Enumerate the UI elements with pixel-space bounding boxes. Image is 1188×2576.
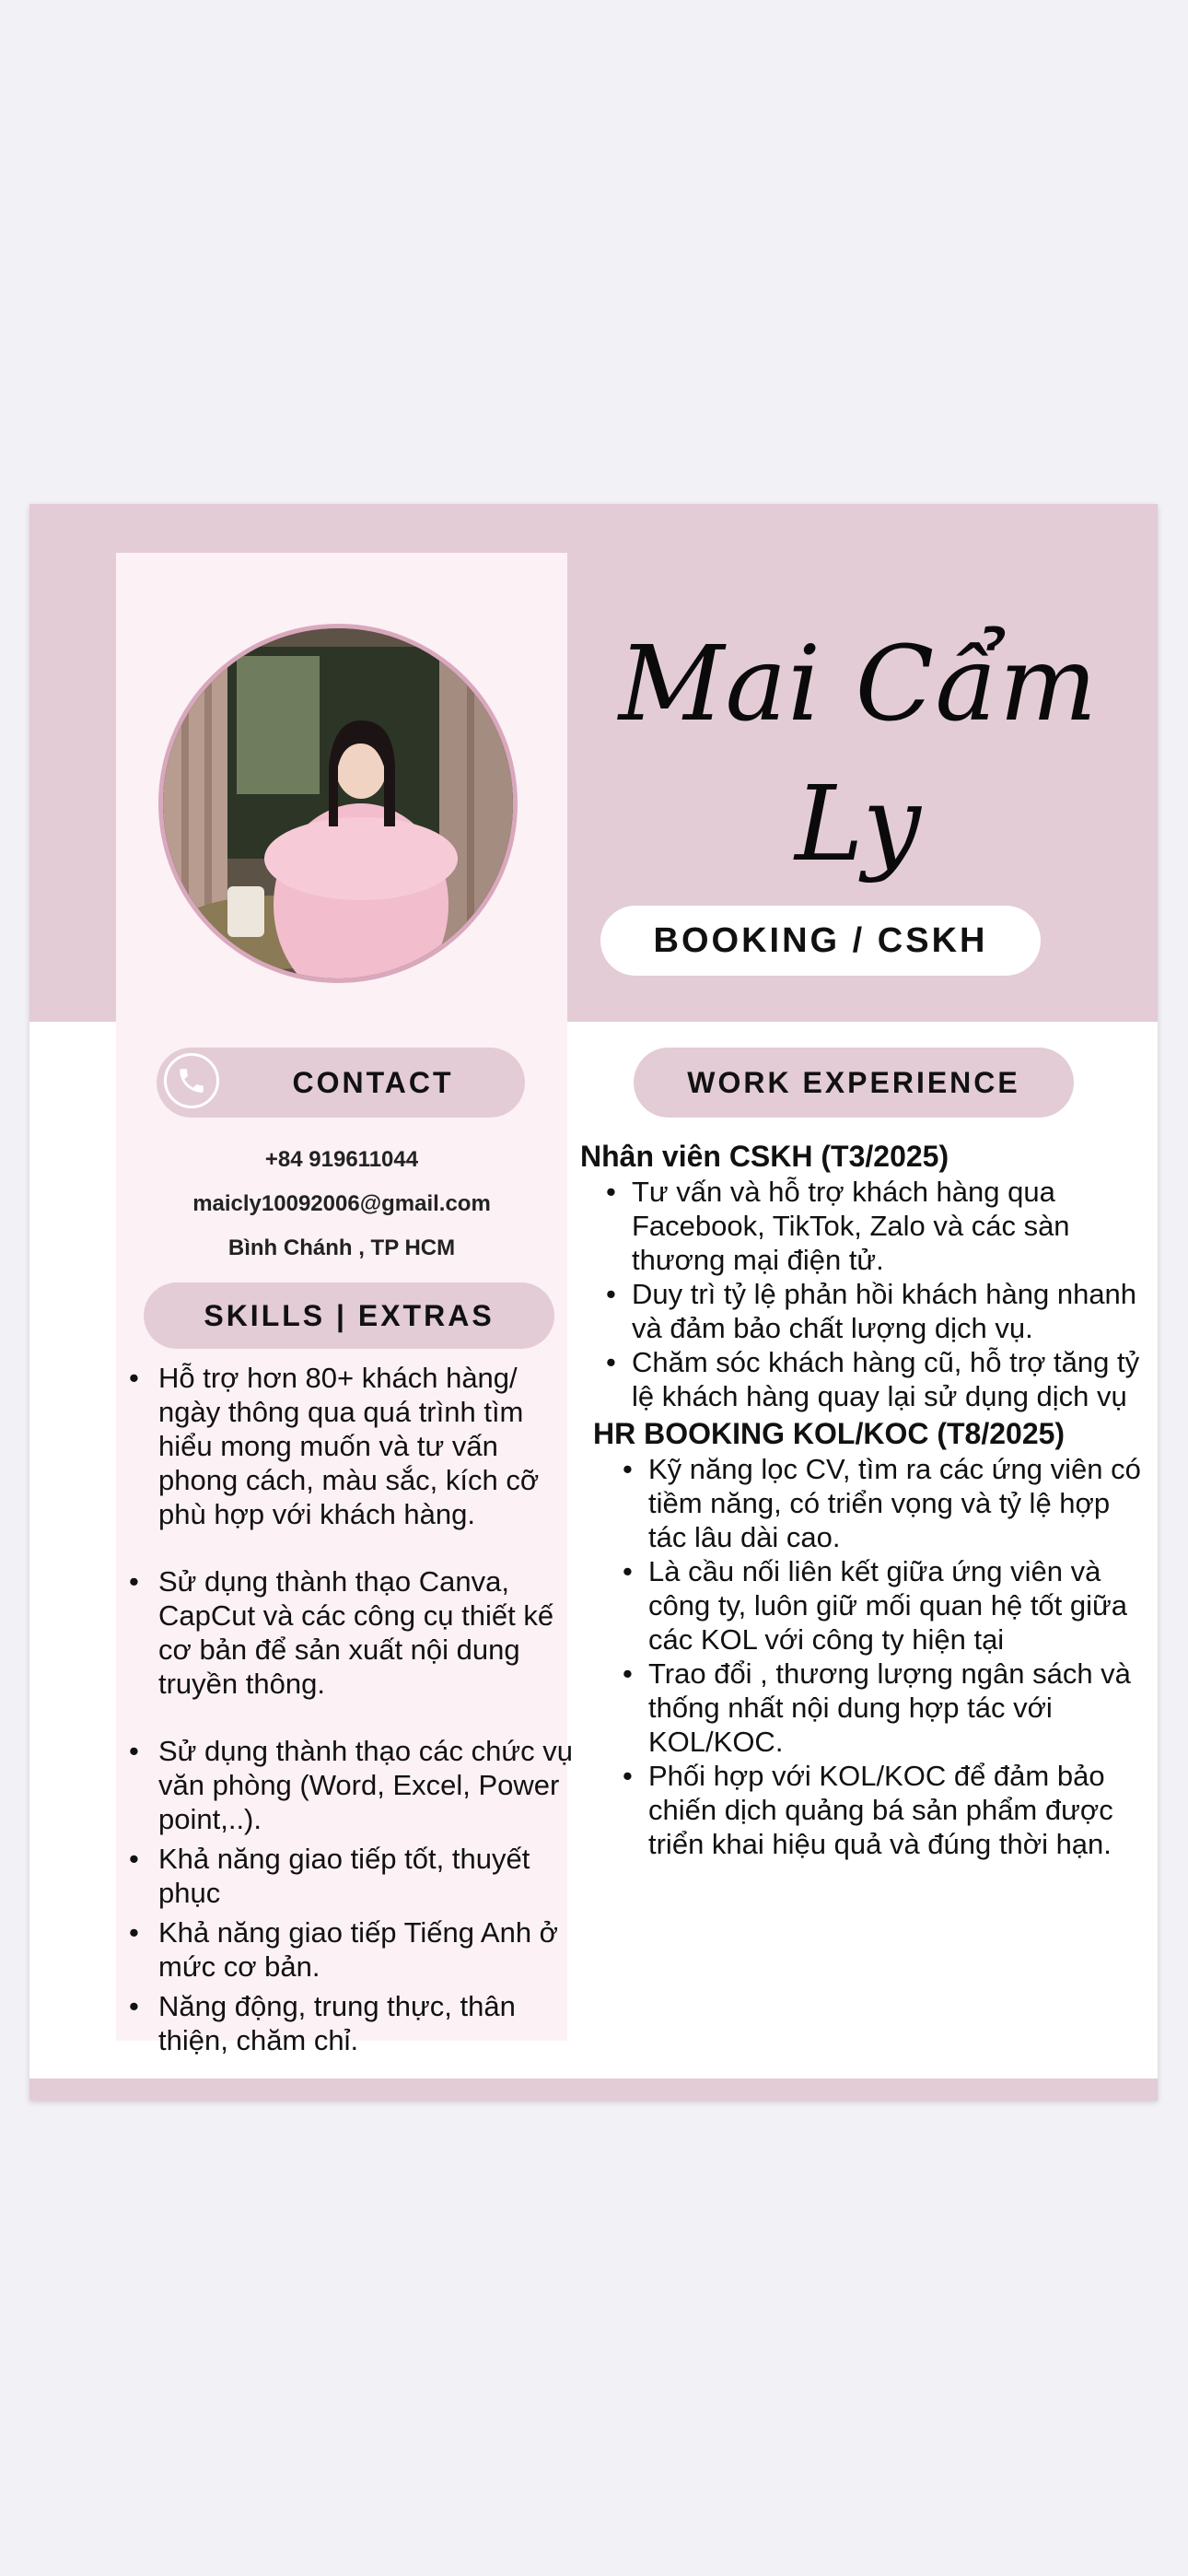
skill-item: • Sử dụng thành thạo Canva, CapCut và các công cụ thiết kế cơ bản để sản xuất nội dung truyền thông. (122, 1564, 582, 1701)
work-experience-heading: WORK EXPERIENCE (634, 1048, 1074, 1118)
address: Bình Chánh , TP HCM (227, 1235, 456, 1260)
profile-photo (158, 624, 518, 983)
cv-document (29, 504, 1158, 2101)
phone-number: +84 919611044 (264, 1147, 419, 1172)
job-title: Nhân viên CSKH (T3/2025) (580, 1140, 949, 1173)
job-bullets (580, 1452, 1151, 1861)
job-bullet: • Là cầu nối liên kết giữa ứng viên và công ty, luôn giữ mối quan hệ tốt giữa các KOL với công ty hiện tại (597, 1554, 1151, 1657)
skill-item: • Sử dụng thành thạo các chức vụ văn phòng (Word, Excel, Power point,..). (122, 1734, 582, 1836)
skill-item: • Khả năng giao tiếp Tiếng Anh ở mức cơ bản. (122, 1915, 582, 1984)
candidate-name: Mai Cẩm Ly (618, 625, 1099, 884)
email-address: maicly10092006@gmail.com (192, 1191, 491, 1216)
skill-item: • Hỗ trợ hơn 80+ khách hàng/ ngày thông qua quá trình tìm hiểu mong muốn và tư vấn phong cách, màu sắc, kích cỡ phù hợp với khách hàng. (122, 1361, 582, 1531)
role-badge: BOOKING / CSKH (600, 906, 1041, 976)
phone-icon (164, 1053, 219, 1108)
job-bullet: • Duy trì tỷ lệ phản hồi khách hàng nhanh và đảm bảo chất lượng dịch vụ. (580, 1277, 1151, 1345)
job-bullet: • Phối hợp với KOL/KOC để đảm bảo chiến dịch quảng bá sản phẩm được triển khai hiệu quả và đúng thời hạn. (597, 1759, 1151, 1861)
skills-list (122, 1361, 582, 2057)
job-bullet: • Kỹ năng lọc CV, tìm ra các ứng viên có tiềm năng, có triển vọng và tỷ lệ hợp tác lâu dài cao. (597, 1452, 1151, 1554)
skill-item: • Khả năng giao tiếp tốt, thuyết phục (122, 1842, 582, 1910)
contact-heading (157, 1048, 525, 1118)
job-bullet: • Tư vấn và hỗ trợ khách hàng qua Facebook, TikTok, Zalo và các sàn thương mại điện tử. (580, 1175, 1151, 1277)
work-experience (580, 1138, 1151, 1861)
contact-info (116, 1138, 567, 1270)
job-title: HR BOOKING KOL/KOC (T8/2025) (593, 1417, 1066, 1450)
footer-band (29, 2078, 1158, 2101)
contact-heading-label: CONTACT (292, 1065, 454, 1099)
skills-heading: SKILLS | EXTRAS (144, 1282, 554, 1349)
skill-item: • Năng động, trung thực, thân thiện, chăm chỉ. (122, 1989, 582, 2057)
job-bullet: • Chăm sóc khách hàng cũ, hỗ trợ tăng tỷ lệ khách hàng quay lại sử dụng dịch vụ (580, 1345, 1151, 1413)
job-bullets (580, 1175, 1151, 1413)
job-bullet: • Trao đổi , thương lượng ngân sách và thống nhất nội dung hợp tác với KOL/KOC. (597, 1657, 1151, 1759)
